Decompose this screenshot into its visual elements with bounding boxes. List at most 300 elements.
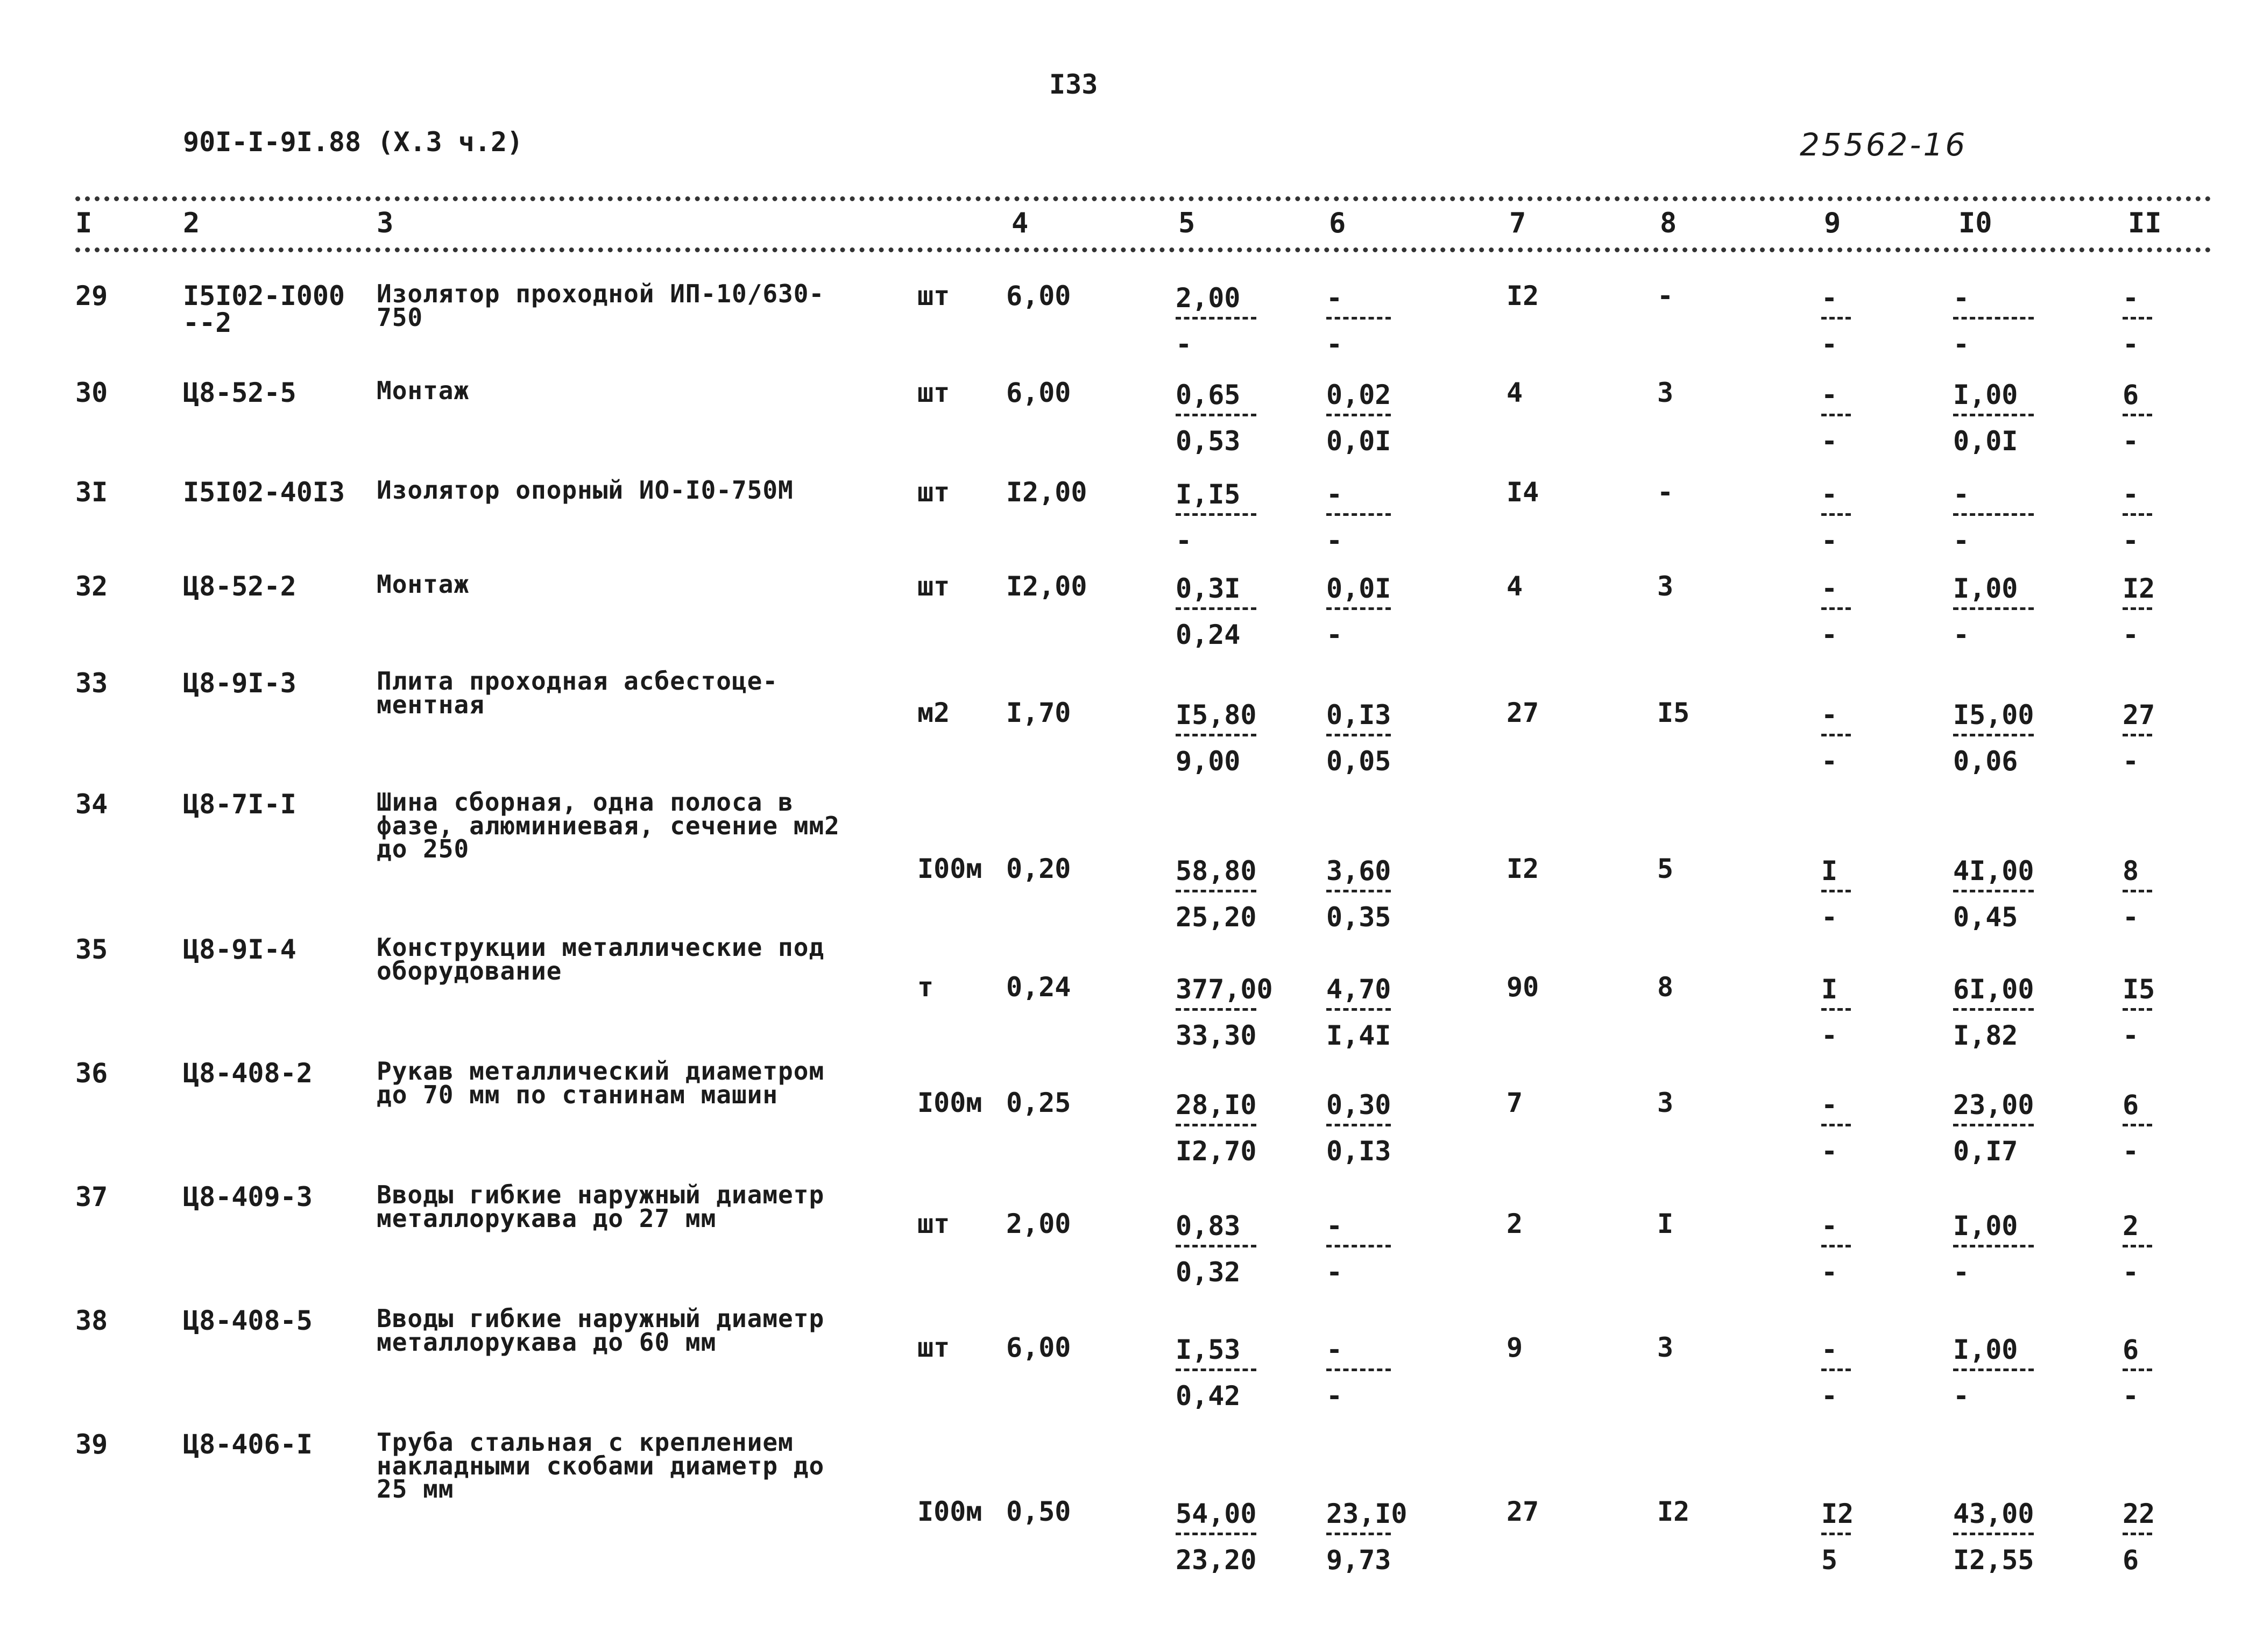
row-number: 39 [75, 1429, 108, 1460]
header-top-rule [75, 196, 2211, 201]
col11-fraction-denominator: - [2123, 1136, 2139, 1167]
price-code: I5I02-I000--2 [183, 280, 345, 338]
price-code: I5I02-40I3 [183, 477, 345, 508]
col9-fraction-fraction-bar [1821, 734, 1851, 740]
col7-value: 7 [1507, 1087, 1523, 1118]
row-number: 32 [75, 571, 108, 602]
cost-machines-fraction-numerator: - [1326, 479, 1343, 510]
item-name: Шина сборная, одна полоса в фазе, алюминиевая, сечение мм2 до 250 [377, 788, 840, 864]
col9-fraction-numerator: - [1821, 1334, 1838, 1365]
col10-fraction-denominator: - [1953, 1380, 1970, 1412]
quantity: 6,00 [1006, 377, 1071, 408]
col8-value: 3 [1657, 1087, 1674, 1118]
cost-total-fraction [1176, 1498, 1257, 1576]
col10-fraction-fraction-bar [1953, 734, 2034, 740]
cost-machines-fraction-numerator: 0,02 [1326, 379, 1391, 410]
cost-total-fraction-fraction-bar [1176, 890, 1256, 896]
col9-fraction-numerator: - [1821, 573, 1838, 604]
col8-value: 5 [1657, 853, 1674, 884]
col11-fraction-fraction-bar [2123, 1369, 2152, 1375]
cost-total-fraction-denominator: 33,30 [1176, 1020, 1257, 1051]
price-code: Ц8-9I-3 [183, 668, 296, 699]
col11-fraction-fraction-bar [2123, 890, 2152, 896]
col11-fraction-numerator: I5 [2123, 974, 2155, 1005]
unit: шт [917, 477, 950, 508]
cost-total-fraction-denominator: - [1176, 525, 1192, 556]
cost-total-fraction-fraction-bar [1176, 1008, 1256, 1015]
col9-fraction-denominator: - [1821, 619, 1838, 650]
cost-machines-fraction-numerator: 0,30 [1326, 1089, 1391, 1121]
cost-machines-fraction-fraction-bar [1326, 890, 1391, 896]
col11-fraction-fraction-bar [2123, 1124, 2152, 1130]
col10-fraction-numerator: 23,00 [1953, 1089, 2034, 1121]
price-code: Ц8-52-5 [183, 377, 296, 408]
col7-value: 27 [1507, 697, 1539, 728]
col9-fraction-denominator: - [1821, 902, 1838, 933]
col11-fraction-numerator: 6 [2123, 1089, 2139, 1121]
quantity: 0,25 [1006, 1087, 1071, 1118]
cost-machines-fraction-numerator: - [1326, 282, 1343, 314]
cost-total-fraction-fraction-bar [1176, 607, 1256, 614]
col8-value: I2 [1657, 1496, 1690, 1527]
row-number: 29 [75, 280, 108, 311]
cost-machines-fraction-denominator: - [1326, 1380, 1343, 1412]
cost-total-fraction-denominator: - [1176, 329, 1192, 360]
col9-fraction-fraction-bar [1821, 1124, 1851, 1130]
col9-fraction-fraction-bar [1821, 1369, 1851, 1375]
cost-total-fraction-fraction-bar [1176, 1533, 1256, 1539]
unit: т [917, 972, 934, 1003]
price-code: Ц8-52-2 [183, 571, 296, 602]
quantity: 2,00 [1006, 1208, 1071, 1239]
column-header-7: 7 [1509, 207, 1526, 239]
col10-fraction-denominator: - [1953, 619, 1970, 650]
cost-total-fraction-numerator: 0,83 [1176, 1210, 1241, 1242]
cost-machines-fraction-numerator: 23,I0 [1326, 1498, 1408, 1529]
cost-machines-fraction-denominator: - [1326, 525, 1343, 556]
col9-fraction-denominator: - [1821, 1020, 1838, 1051]
cost-total-fraction-fraction-bar [1176, 317, 1256, 323]
column-header-3: 3 [377, 207, 394, 239]
cost-machines-fraction-fraction-bar [1326, 1533, 1391, 1539]
column-header-8: 8 [1660, 207, 1677, 239]
row-number: 3I [75, 477, 108, 508]
cost-machines-fraction-fraction-bar [1326, 1124, 1391, 1130]
item-name: Монтаж [377, 376, 470, 405]
col11-fraction-denominator: - [2123, 525, 2139, 556]
col8-value: - [1657, 280, 1674, 311]
item-name: Вводы гибкие наружный диаметр металлорукава до 60 мм [377, 1304, 825, 1357]
cost-machines-fraction-numerator: 0,I3 [1326, 699, 1391, 731]
col9-fraction [1821, 282, 1851, 360]
cost-machines-fraction-numerator: 3,60 [1326, 855, 1391, 887]
item-name: Изолятор опорный ИО-I0-750М [377, 476, 794, 505]
col9-fraction-numerator: I [1821, 974, 1838, 1005]
col11-fraction-numerator: 22 [2123, 1498, 2155, 1529]
col7-value: 4 [1507, 571, 1523, 602]
col10-fraction-fraction-bar [1953, 1008, 2034, 1015]
col10-fraction-numerator: - [1953, 479, 1970, 510]
cost-machines-fraction-fraction-bar [1326, 513, 1391, 520]
col10-fraction-denominator: 0,06 [1953, 746, 2018, 777]
col10-fraction [1953, 282, 2034, 360]
cost-total-fraction-denominator: I2,70 [1176, 1136, 1257, 1167]
col11-fraction-denominator: - [2123, 1020, 2139, 1051]
col11-fraction [2123, 1089, 2152, 1167]
cost-machines-fraction [1326, 1210, 1391, 1288]
cost-total-fraction-numerator: 377,00 [1176, 974, 1273, 1005]
item-name: Плита проходная асбестоце-ментная [377, 667, 779, 719]
col10-fraction-denominator: - [1953, 329, 1970, 360]
cost-total-fraction-numerator: I,53 [1176, 1334, 1241, 1365]
unit: шт [917, 377, 950, 408]
col11-fraction-denominator: - [2123, 426, 2139, 457]
col9-fraction-numerator: I [1821, 855, 1838, 887]
col10-fraction-numerator: - [1953, 282, 1970, 314]
cost-total-fraction [1176, 573, 1256, 650]
document-code: 90I-I-9I.88 (X.3 ч.2) [183, 126, 524, 158]
col10-fraction-denominator: 0,0I [1953, 426, 2018, 457]
cost-machines-fraction [1326, 573, 1391, 650]
column-header-1: I [75, 207, 93, 239]
col11-fraction-fraction-bar [2123, 607, 2152, 614]
page-number: I33 [1049, 69, 1098, 100]
col8-value: - [1657, 477, 1674, 508]
column-header-5: 5 [1178, 207, 1196, 239]
col10-fraction-denominator: I2,55 [1953, 1544, 2034, 1576]
col10-fraction [1953, 479, 2034, 556]
cost-machines-fraction-denominator: - [1326, 619, 1343, 650]
col9-fraction-numerator: - [1821, 379, 1838, 410]
col10-fraction-fraction-bar [1953, 414, 2034, 420]
col9-fraction-denominator: - [1821, 1257, 1838, 1288]
unit: шт [917, 280, 950, 311]
cost-total-fraction-fraction-bar [1176, 513, 1256, 520]
price-code: Ц8-7I-I [183, 789, 296, 820]
col11-fraction-fraction-bar [2123, 317, 2152, 323]
col11-fraction [2123, 379, 2152, 457]
cost-machines-fraction-fraction-bar [1326, 1369, 1391, 1375]
col9-fraction-fraction-bar [1821, 1245, 1851, 1251]
col11-fraction-fraction-bar [2123, 1533, 2152, 1539]
col9-fraction [1821, 974, 1851, 1051]
col7-value: 2 [1507, 1208, 1523, 1239]
col9-fraction-denominator: - [1821, 746, 1838, 777]
cost-machines-fraction-numerator: - [1326, 1210, 1343, 1242]
col11-fraction-numerator: I2 [2123, 573, 2155, 604]
col11-fraction-numerator: 6 [2123, 379, 2139, 410]
unit: шт [917, 571, 950, 602]
row-number: 38 [75, 1305, 108, 1336]
col8-value: I5 [1657, 697, 1690, 728]
col10-fraction-denominator: - [1953, 1257, 1970, 1288]
sheet-number: 25562-16 [1800, 126, 1968, 163]
column-header-9: 9 [1824, 207, 1841, 239]
cost-machines-fraction-denominator: I,4I [1326, 1020, 1391, 1051]
cost-total-fraction-numerator: 0,3I [1176, 573, 1241, 604]
cost-machines-fraction-denominator: - [1326, 329, 1343, 360]
col10-fraction-fraction-bar [1953, 1533, 2034, 1539]
col7-value: I2 [1507, 280, 1539, 311]
column-header-6: 6 [1329, 207, 1346, 239]
col11-fraction-numerator: 2 [2123, 1210, 2139, 1242]
col10-fraction-denominator: 0,45 [1953, 902, 2018, 933]
col9-fraction-denominator: - [1821, 1136, 1838, 1167]
col9-fraction [1821, 1089, 1851, 1167]
col10-fraction-numerator: I5,00 [1953, 699, 2034, 731]
row-number: 36 [75, 1058, 108, 1089]
cost-total-fraction-fraction-bar [1176, 1124, 1256, 1130]
cost-total-fraction-fraction-bar [1176, 1245, 1256, 1251]
quantity: 0,24 [1006, 972, 1071, 1003]
cost-total-fraction [1176, 1334, 1256, 1412]
cost-machines-fraction-fraction-bar [1326, 1008, 1391, 1015]
cost-total-fraction-denominator: 0,32 [1176, 1257, 1241, 1288]
col9-fraction [1821, 1334, 1851, 1412]
col11-fraction-denominator: - [2123, 746, 2139, 777]
price-code: Ц8-409-3 [183, 1181, 313, 1213]
col8-value: I [1657, 1208, 1674, 1239]
col9-fraction-numerator: - [1821, 282, 1838, 314]
col9-fraction-fraction-bar [1821, 607, 1851, 614]
item-name: Конструкции металлические под оборудование [377, 933, 825, 985]
quantity: I2,00 [1006, 571, 1087, 602]
col11-fraction-numerator: - [2123, 282, 2139, 314]
col10-fraction-fraction-bar [1953, 1124, 2034, 1130]
col9-fraction-fraction-bar [1821, 1008, 1851, 1015]
col11-fraction-fraction-bar [2123, 1008, 2152, 1015]
row-number: 33 [75, 668, 108, 699]
col7-value: 90 [1507, 972, 1539, 1003]
item-name: Изолятор проходной ИП-10/630-750 [377, 279, 825, 332]
col9-fraction-denominator: - [1821, 525, 1838, 556]
col9-fraction [1821, 379, 1851, 457]
col10-fraction-fraction-bar [1953, 1369, 2034, 1375]
row-number: 30 [75, 377, 108, 408]
column-header-4: 4 [1012, 207, 1029, 239]
item-name: Труба стальная с креплением накладными скобами диаметр до 25 мм [377, 1428, 825, 1504]
col9-fraction-fraction-bar [1821, 1533, 1851, 1539]
column-header-10: I0 [1958, 207, 1992, 239]
col9-fraction [1821, 855, 1851, 933]
col11-fraction [2123, 282, 2152, 360]
cost-machines-fraction-numerator: 4,70 [1326, 974, 1391, 1005]
cost-machines-fraction [1326, 974, 1391, 1051]
cost-total-fraction-denominator: 0,24 [1176, 619, 1241, 650]
col11-fraction [2123, 1498, 2155, 1576]
col8-value: 3 [1657, 377, 1674, 408]
col11-fraction [2123, 699, 2155, 777]
cost-machines-fraction-fraction-bar [1326, 1245, 1391, 1251]
col10-fraction [1953, 699, 2034, 777]
col9-fraction-denominator: - [1821, 426, 1838, 457]
cost-total-fraction-numerator: I5,80 [1176, 699, 1257, 731]
col10-fraction-numerator: 6I,00 [1953, 974, 2034, 1005]
cost-total-fraction [1176, 1210, 1256, 1288]
col9-fraction-denominator: - [1821, 1380, 1838, 1412]
col11-fraction [2123, 974, 2155, 1051]
cost-machines-fraction [1326, 282, 1391, 360]
cost-total-fraction [1176, 1089, 1257, 1167]
col10-fraction-numerator: 43,00 [1953, 1498, 2034, 1529]
cost-total-fraction-numerator: I,I5 [1176, 479, 1241, 510]
col10-fraction [1953, 1210, 2034, 1288]
col10-fraction [1953, 1334, 2034, 1412]
col11-fraction-numerator: - [2123, 479, 2139, 510]
col9-fraction-denominator: - [1821, 329, 1838, 360]
price-code: Ц8-408-2 [183, 1058, 313, 1089]
col9-fraction [1821, 479, 1851, 556]
cost-total-fraction [1176, 282, 1256, 360]
col7-value: 27 [1507, 1496, 1539, 1527]
unit: I00м [917, 1496, 982, 1527]
cost-total-fraction-denominator: 0,42 [1176, 1380, 1241, 1412]
item-name: Рукав металлический диаметром до 70 мм по станинам машин [377, 1057, 825, 1109]
cost-total-fraction [1176, 699, 1257, 777]
col9-fraction-denominator: 5 [1821, 1544, 1838, 1576]
cost-machines-fraction-denominator: 0,05 [1326, 746, 1391, 777]
cost-total-fraction-fraction-bar [1176, 414, 1256, 420]
col11-fraction-denominator: - [2123, 902, 2139, 933]
col9-fraction-numerator: - [1821, 1210, 1838, 1242]
price-code: Ц8-408-5 [183, 1305, 313, 1336]
col9-fraction-numerator: - [1821, 699, 1838, 731]
col11-fraction [2123, 479, 2152, 556]
col11-fraction [2123, 573, 2155, 650]
col10-fraction-fraction-bar [1953, 607, 2034, 614]
col11-fraction [2123, 1210, 2152, 1288]
col10-fraction-fraction-bar [1953, 317, 2034, 323]
col10-fraction-numerator: I,00 [1953, 1210, 2018, 1242]
col7-value: 4 [1507, 377, 1523, 408]
col11-fraction-numerator: 27 [2123, 699, 2155, 731]
row-number: 34 [75, 789, 108, 820]
cost-total-fraction-numerator: 58,80 [1176, 855, 1257, 887]
col10-fraction-denominator: I,82 [1953, 1020, 2018, 1051]
cost-total-fraction-denominator: 25,20 [1176, 902, 1257, 933]
col9-fraction [1821, 699, 1851, 777]
cost-machines-fraction-fraction-bar [1326, 317, 1391, 323]
column-header-11: II [2128, 207, 2162, 239]
row-number: 35 [75, 934, 108, 965]
col11-fraction [2123, 855, 2152, 933]
item-name: Вводы гибкие наружный диаметр металлорукава до 27 мм [377, 1180, 825, 1233]
col11-fraction-denominator: - [2123, 329, 2139, 360]
cost-total-fraction-numerator: 2,00 [1176, 282, 1241, 314]
col11-fraction-denominator: 6 [2123, 1544, 2139, 1576]
cost-machines-fraction [1326, 379, 1391, 457]
col11-fraction-fraction-bar [2123, 734, 2152, 740]
cost-machines-fraction [1326, 855, 1391, 933]
col10-fraction-numerator: I,00 [1953, 573, 2018, 604]
col9-fraction-numerator: - [1821, 1089, 1838, 1121]
cost-machines-fraction [1326, 1498, 1408, 1576]
cost-total-fraction-numerator: 54,00 [1176, 1498, 1257, 1529]
unit: I00м [917, 1087, 982, 1118]
cost-total-fraction-fraction-bar [1176, 734, 1256, 740]
header-bottom-rule [75, 247, 2211, 252]
col8-value: 8 [1657, 972, 1674, 1003]
col8-value: 3 [1657, 1332, 1674, 1363]
cost-total-fraction [1176, 379, 1256, 457]
col9-fraction [1821, 1210, 1851, 1288]
col9-fraction-numerator: I2 [1821, 1498, 1854, 1529]
col10-fraction [1953, 1498, 2034, 1576]
cost-machines-fraction-numerator: 0,0I [1326, 573, 1391, 604]
quantity: 0,50 [1006, 1496, 1071, 1527]
cost-machines-fraction-denominator: 0,0I [1326, 426, 1391, 457]
quantity: 0,20 [1006, 853, 1071, 884]
cost-total-fraction-fraction-bar [1176, 1369, 1256, 1375]
col9-fraction-numerator: - [1821, 479, 1838, 510]
cost-machines-fraction [1326, 1334, 1391, 1412]
col10-fraction-fraction-bar [1953, 1245, 2034, 1251]
cost-machines-fraction [1326, 479, 1391, 556]
col8-value: 3 [1657, 571, 1674, 602]
cost-machines-fraction-numerator: - [1326, 1334, 1343, 1365]
col11-fraction-denominator: - [2123, 1257, 2139, 1288]
price-code: Ц8-9I-4 [183, 934, 296, 965]
col10-fraction [1953, 1089, 2034, 1167]
col9-fraction [1821, 573, 1851, 650]
cost-total-fraction [1176, 974, 1273, 1051]
cost-machines-fraction-fraction-bar [1326, 607, 1391, 614]
col10-fraction [1953, 573, 2034, 650]
col7-value: 9 [1507, 1332, 1523, 1363]
col11-fraction-fraction-bar [2123, 513, 2152, 520]
col11-fraction-numerator: 8 [2123, 855, 2139, 887]
col11-fraction-denominator: - [2123, 1380, 2139, 1412]
col11-fraction-fraction-bar [2123, 1245, 2152, 1251]
col10-fraction-fraction-bar [1953, 513, 2034, 520]
cost-machines-fraction-denominator: 0,35 [1326, 902, 1391, 933]
cost-total-fraction-denominator: 23,20 [1176, 1544, 1257, 1576]
cost-machines-fraction-fraction-bar [1326, 734, 1391, 740]
col11-fraction-denominator: - [2123, 619, 2139, 650]
quantity: I,70 [1006, 697, 1071, 728]
col10-fraction-numerator: I,00 [1953, 1334, 2018, 1365]
col9-fraction-fraction-bar [1821, 890, 1851, 896]
col9-fraction-fraction-bar [1821, 513, 1851, 520]
col11-fraction [2123, 1334, 2152, 1412]
price-code: Ц8-406-I [183, 1429, 313, 1460]
col7-value: I2 [1507, 853, 1539, 884]
cost-machines-fraction-denominator: 9,73 [1326, 1544, 1391, 1576]
cost-machines-fraction-fraction-bar [1326, 414, 1391, 420]
col10-fraction-denominator: - [1953, 525, 1970, 556]
cost-machines-fraction [1326, 1089, 1391, 1167]
cost-total-fraction-numerator: 28,I0 [1176, 1089, 1257, 1121]
col7-value: I4 [1507, 477, 1539, 508]
cost-total-fraction-denominator: 9,00 [1176, 746, 1241, 777]
cost-total-fraction-numerator: 0,65 [1176, 379, 1241, 410]
unit: шт [917, 1208, 950, 1239]
col10-fraction-fraction-bar [1953, 890, 2034, 896]
col11-fraction-fraction-bar [2123, 414, 2152, 420]
unit: шт [917, 1332, 950, 1363]
cost-machines-fraction-denominator: - [1326, 1257, 1343, 1288]
col10-fraction [1953, 974, 2034, 1051]
cost-machines-fraction [1326, 699, 1391, 777]
quantity: 6,00 [1006, 1332, 1071, 1363]
cost-machines-fraction-denominator: 0,I3 [1326, 1136, 1391, 1167]
item-name: Монтаж [377, 570, 470, 599]
col9-fraction-fraction-bar [1821, 317, 1851, 323]
quantity: 6,00 [1006, 280, 1071, 311]
col10-fraction [1953, 855, 2034, 933]
col10-fraction-numerator: 4I,00 [1953, 855, 2034, 887]
unit: м2 [917, 697, 950, 728]
